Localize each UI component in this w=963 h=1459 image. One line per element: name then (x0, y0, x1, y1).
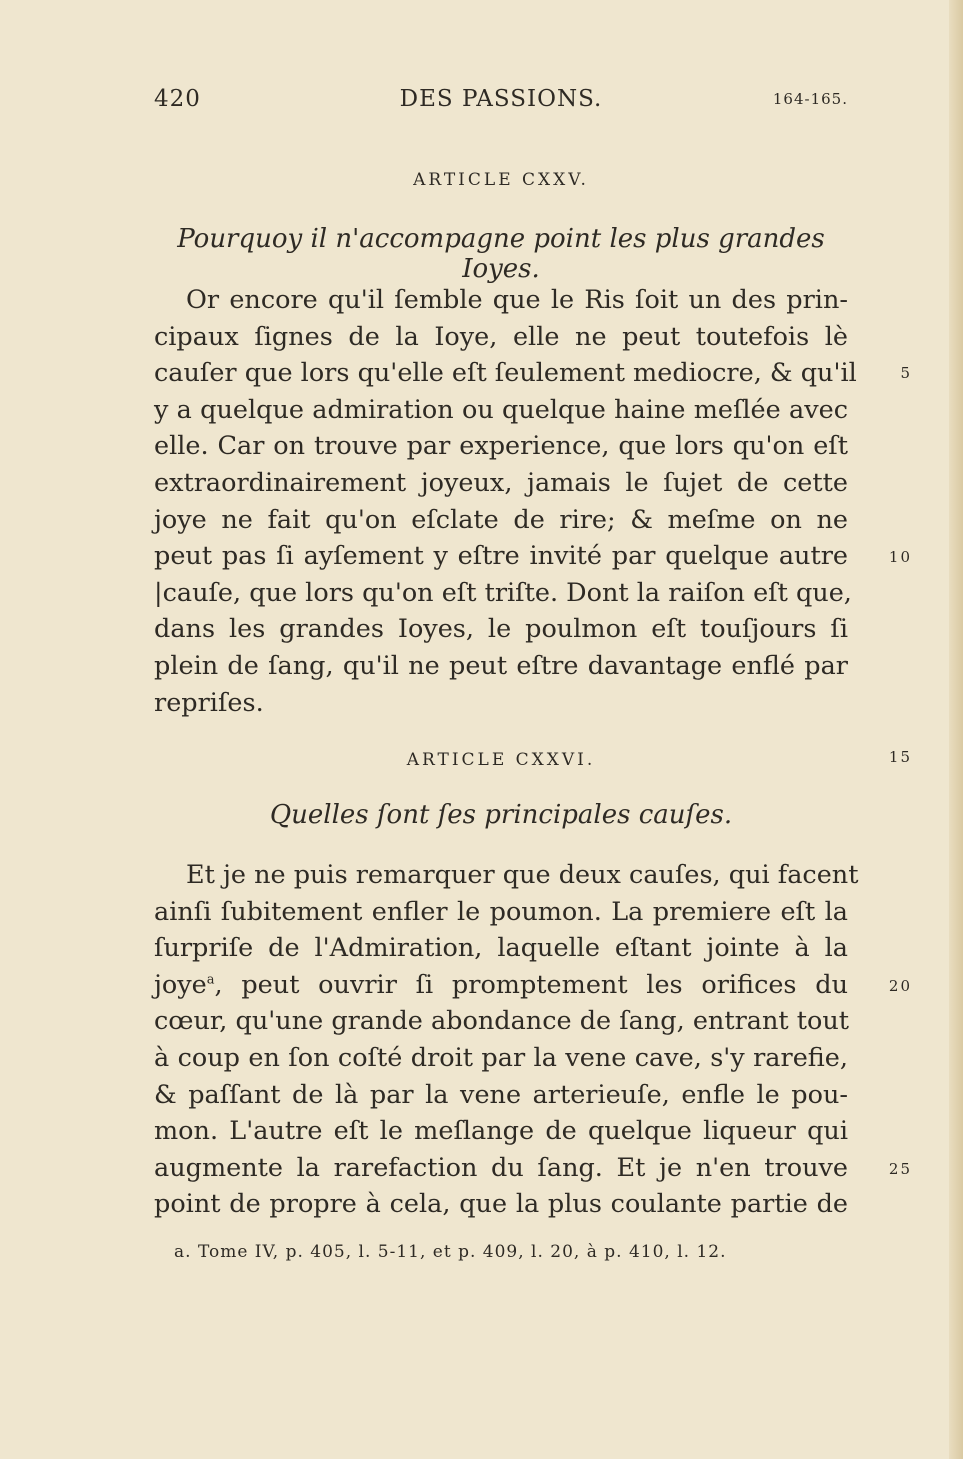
text-line: point de propre à cela, que la plus coulante partie de (154, 1189, 848, 1220)
text-line: ſurpriſe de l'Admiration, laquelle eſtant jointe à la (154, 933, 848, 964)
text-line: cœur, qu'une grande abondance de ſang, entrant tout (154, 1006, 850, 1037)
text-line: joye ne fait qu'on eſclate de rire; & meſme on ne (154, 504, 848, 535)
page-header (154, 86, 848, 122)
text-line: mon. L'autre eſt le meſlange de quelque liqueur qui (154, 1116, 848, 1147)
text-line: peut pas ſi ayſement y eſtre invité par quelque autre (154, 541, 848, 572)
line-number: 5 (900, 364, 912, 382)
text-fragment: , peut ouvrir ſi promptement les orifices du (214, 969, 848, 1000)
page-number: 420 (154, 86, 201, 112)
line-number: 20 (888, 977, 912, 995)
footnote-marker: a (206, 972, 215, 988)
article-126-subtitle: Quelles ſont ſes principales cauſes. (269, 800, 733, 830)
text-line: repriſes. (154, 687, 264, 718)
article-125-heading: ARTICLE CXXV. (413, 170, 589, 190)
text-line: & paſſant de là par la vene arterieuſe, enfle le pou- (154, 1079, 848, 1110)
article-126-heading: ARTICLE CXXVI. (406, 750, 596, 770)
text-fragment: joye (154, 969, 207, 1000)
text-line: Et je ne puis remarquer que deux cauſes, qui facent (186, 860, 859, 890)
text-line-with-note (154, 967, 848, 1004)
text-line: |cauſe, que lors qu'on eſt triſte. Dont la raiſon eſt que, (154, 577, 852, 608)
line-number: 25 (888, 1160, 912, 1178)
text-line: augmente la rarefaction du ſang. Et je n'en trouve (154, 1152, 848, 1183)
text-line: cipaux ſignes de la Ioye, elle ne peut toutefois lè (154, 321, 848, 352)
section-reference: 164-165. (772, 90, 848, 108)
line-number: 15 (888, 748, 912, 766)
footnote: a. Tome IV, p. 405, l. 5-11, et p. 409, l. 20, à p. 410, l. 12. (174, 1242, 727, 1262)
text-line: plein de ſang, qu'il ne peut eſtre davantage enflé par (154, 650, 848, 681)
text-line: dans les grandes Ioyes, le poulmon eſt touſjours ſi (154, 614, 848, 645)
text-line: extraordinairement joyeux, jamais le ſujet de cette (154, 467, 848, 498)
line-number: 10 (888, 548, 912, 566)
text-line: Or encore qu'il ſemble que le Ris ſoit un des prin- (186, 285, 848, 315)
article-125-subtitle: Pourquoy il n'accompagne point les plus grandes Ioyes. (177, 224, 825, 284)
running-title: DES PASSIONS. (399, 86, 603, 112)
text-line: ainſi ſubitement enfler le poumon. La premiere eſt la (154, 896, 848, 927)
article-125-body (154, 282, 857, 721)
text-line: y a quelque admiration ou quelque haine meſlée avec (154, 394, 848, 425)
article-126-body (154, 857, 859, 1223)
page-edge (949, 0, 963, 1459)
text-line: à coup en ſon coſté droit par la vene cave, s'y rarefie, (154, 1042, 848, 1073)
text-line: elle. Car on trouve par experience, que lors qu'on eſt (154, 431, 848, 462)
text-line: cauſer que lors qu'elle eſt ſeulement mediocre, & qu'il (154, 358, 857, 389)
